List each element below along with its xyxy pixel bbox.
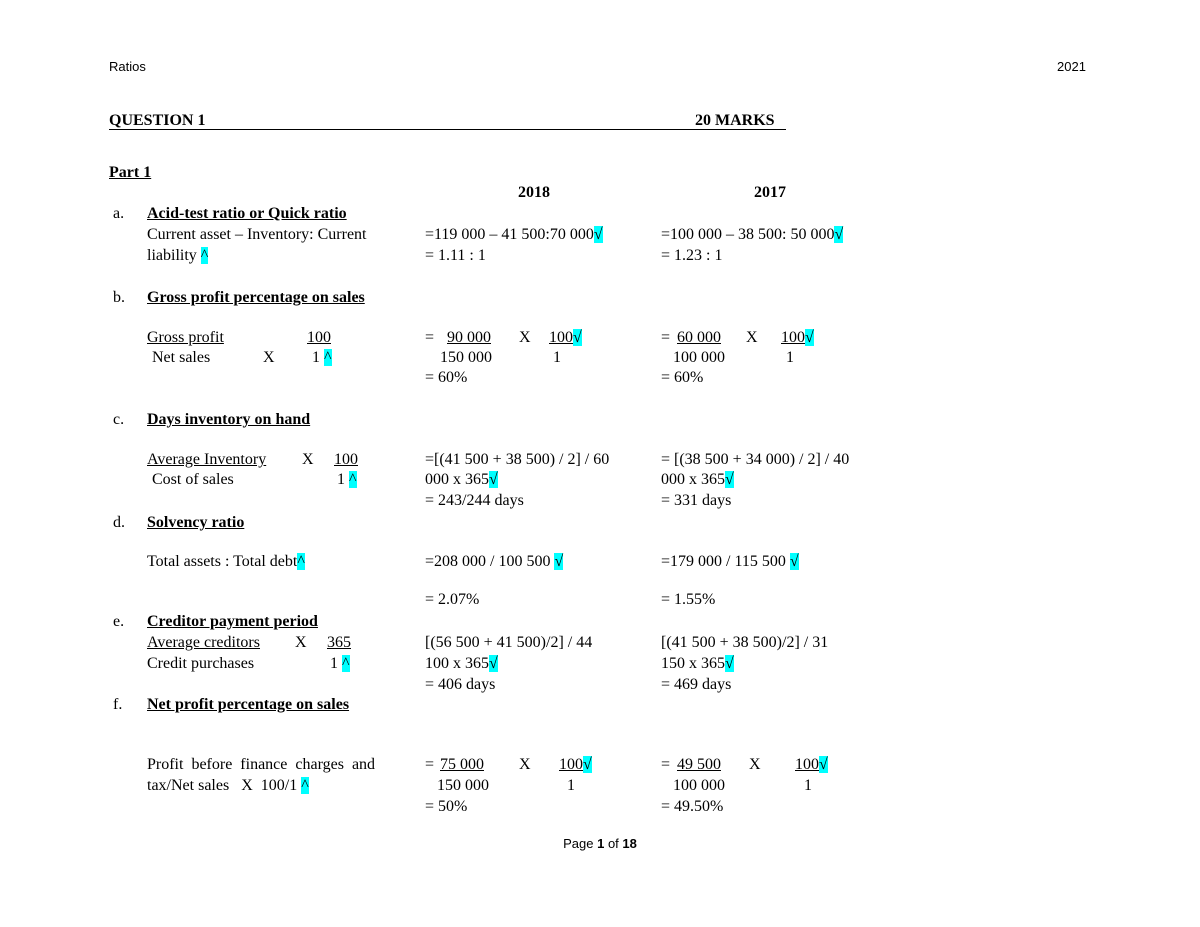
item-c-letter: c. [113,411,125,428]
caret-mark: ^ [297,553,305,570]
item-e-letter: e. [113,613,125,630]
tick-mark: √ [834,226,844,243]
item-e-formula-den: Credit purchases [147,655,255,672]
item-e-formula-mult-den: 1 ^ [330,655,350,672]
item-c-formula-den: Cost of sales [152,471,234,488]
item-e-heading: Creditor payment period [147,613,318,630]
item-f-2017-x: X [749,756,761,773]
item-a-heading: Acid-test ratio or Quick ratio [147,205,347,222]
tick-mark: √ [554,553,564,570]
item-e-formula-x: X [295,634,307,651]
caret-mark: ^ [301,777,309,794]
item-b-2017-result: = 60% [661,369,704,386]
item-f-heading: Net profit percentage on sales [147,696,350,713]
question-title: QUESTION 1 [109,112,206,129]
item-b-letter: b. [113,289,125,306]
item-b-2017-mult-den: 1 [786,349,794,366]
item-d-2018-result: = 2.07% [425,591,480,608]
item-b-2018-mult-num: 100√ [549,329,582,346]
item-c-formula-mult-num: 100 [334,451,358,468]
header-left: Ratios [109,59,146,74]
item-e-formula-mult-num: 365 [327,634,351,651]
item-b-2017-x: X [746,329,758,346]
item-f-2018-result: = 50% [425,798,468,815]
item-a-formula-line2: liability ^ [147,247,209,264]
tick-mark: √ [725,655,734,672]
item-c-formula-num: Average Inventory [147,451,267,468]
item-d-formula: Total assets : Total debt^ [147,553,305,570]
item-b-2017-eq: = [661,329,671,346]
tick-mark: √ [819,756,828,773]
tick-mark: √ [573,329,582,346]
item-c-formula-mult-den: 1 ^ [337,471,357,488]
item-f-2018-den: 150 000 [437,777,489,794]
item-a-2017-calc: =100 000 – 38 500: 50 000√ [661,226,844,243]
item-e-formula-num: Average creditors [147,634,260,651]
item-b-formula-mult-den: 1 ^ [312,349,332,366]
item-f-2017-mult-num: 100√ [795,756,828,773]
item-a-2018-result: = 1.11 : 1 [425,247,486,264]
item-f-formula-line1: Profit before finance charges and [147,756,376,773]
item-d-2017-calc: =179 000 / 115 500 √ [661,553,799,570]
item-f-letter: f. [113,696,123,713]
item-c-2017-result: = 331 days [661,492,732,509]
tick-mark: √ [489,655,498,672]
item-b-2018-mult-den: 1 [553,349,561,366]
item-d-heading: Solvency ratio [147,514,245,531]
item-b-2017-mult-num: 100√ [781,329,814,346]
item-a-2017-result: = 1.23 : 1 [661,247,723,264]
item-f-2017-result: = 49.50% [661,798,724,815]
item-f-2018-x: X [519,756,531,773]
tick-mark: √ [805,329,814,346]
item-f-2017-num: 49 500 [677,756,721,773]
item-b-formula-den: Net sales [152,349,211,366]
year-2018: 2018 [518,184,550,201]
item-d-2017-result: = 1.55% [661,591,716,608]
item-f-2018-eq: = [425,756,435,773]
header-right: 2021 [1057,59,1086,74]
tick-mark: √ [593,226,603,243]
item-b-heading: Gross profit percentage on sales [147,289,365,306]
item-c-2017-line2: 000 x 365√ [661,471,734,488]
caret-mark: ^ [342,655,350,672]
item-d-2018-calc: =208 000 / 100 500 √ [425,553,564,570]
tick-mark: √ [725,471,734,488]
item-e-2017-line1: [(41 500 + 38 500)/2] / 31 [661,634,829,651]
caret-mark: ^ [200,247,209,264]
item-f-formula-line2: tax/Net sales X 100/1 ^ [147,777,309,794]
item-c-2018-line2: 000 x 365√ [425,471,498,488]
year-2017: 2017 [754,184,786,201]
item-b-formula-x: X [263,349,275,366]
tick-mark: √ [583,756,592,773]
item-f-2017-den: 100 000 [673,777,725,794]
item-e-2017-result: = 469 days [661,676,732,693]
item-e-2018-result: = 406 days [425,676,496,693]
item-c-2018-line1: =[(41 500 + 38 500) / 2] / 60 [425,451,610,468]
item-b-2018-num: 90 000 [447,329,491,346]
item-b-formula-mult-num: 100 [307,329,331,346]
item-b-2018-den: 150 000 [440,349,492,366]
item-e-2017-line2: 150 x 365√ [661,655,734,672]
item-f-2017-eq: = [661,756,671,773]
item-a-formula-line1: Current asset – Inventory: Current [147,226,367,243]
tick-mark: √ [489,471,498,488]
item-f-2018-num: 75 000 [440,756,484,773]
item-b-2017-num: 60 000 [677,329,721,346]
tick-mark: √ [789,553,799,570]
item-b-2018-result: = 60% [425,369,468,386]
item-e-2018-line2: 100 x 365√ [425,655,498,672]
item-b-2018-eq: = [425,329,435,346]
page-number: Page 1 of 18 [563,836,637,851]
item-e-2018-line1: [(56 500 + 41 500)/2] / 44 [425,634,593,651]
question-marks: 20 MARKS [695,112,775,129]
item-f-2017-mult-den: 1 [804,777,812,794]
item-b-formula-num: Gross profit [147,329,224,346]
part-heading: Part 1 [109,164,152,181]
item-d-letter: d. [113,514,125,531]
caret-mark: ^ [349,471,357,488]
item-c-heading: Days inventory on hand [147,411,311,428]
item-c-2018-result: = 243/244 days [425,492,524,509]
item-b-2018-x: X [519,329,531,346]
item-f-2018-mult-num: 100√ [559,756,592,773]
item-a-letter: a. [113,205,125,222]
caret-mark: ^ [324,349,332,366]
item-a-2018-calc: =119 000 – 41 500:70 000√ [425,226,603,243]
item-c-formula-x: X [302,451,314,468]
item-f-2018-mult-den: 1 [567,777,575,794]
question-underline [109,129,786,130]
item-c-2017-line1: = [(38 500 + 34 000) / 2] / 40 [661,451,850,468]
item-b-2017-den: 100 000 [673,349,725,366]
